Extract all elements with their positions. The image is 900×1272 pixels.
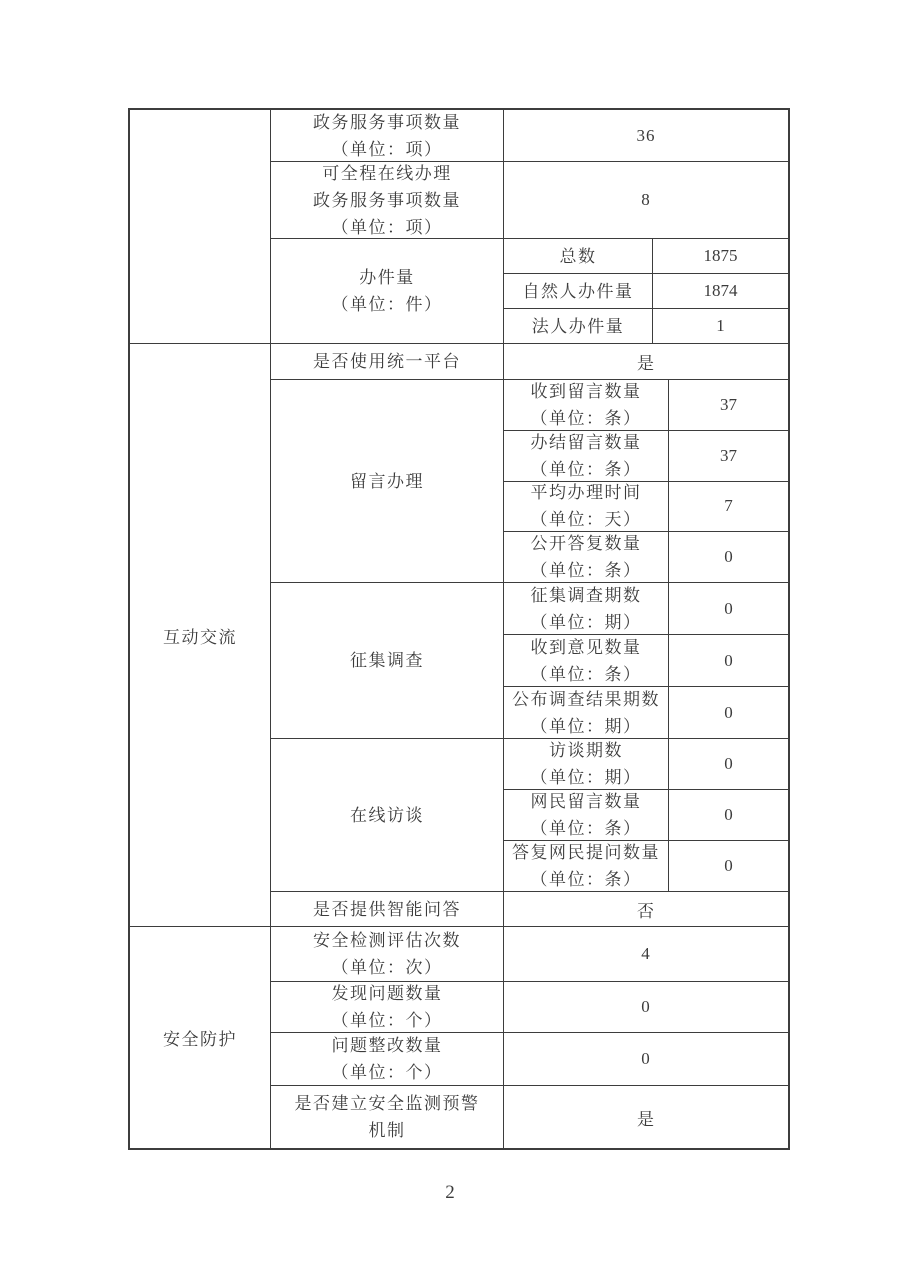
row-value: 36 <box>636 125 656 145</box>
section-security <box>130 926 788 1148</box>
row-label <box>271 982 504 1032</box>
subrow-value: 0 <box>724 805 733 824</box>
table-subrow <box>504 686 788 738</box>
label-line: 征集调查 <box>350 651 424 670</box>
subrow-value: 0 <box>724 547 733 567</box>
table-subrow <box>504 239 788 273</box>
row-label <box>271 583 504 738</box>
subrow-label <box>504 583 669 634</box>
subrow-value: 1 <box>716 316 725 335</box>
label-line: 办件量 <box>359 268 415 287</box>
label-line: （单位：条） <box>530 408 642 428</box>
row-value: 4 <box>641 944 651 963</box>
section-body <box>271 927 788 1148</box>
subrow-label <box>504 687 669 738</box>
subrow-value: 0 <box>724 754 733 773</box>
subrow-group <box>504 380 788 582</box>
label-line: 平均办理时间 <box>530 483 642 503</box>
table-subrow <box>504 583 788 634</box>
section-body <box>271 110 788 343</box>
label-line: 征集调查期数 <box>530 585 642 605</box>
label-line: （单位：天） <box>530 510 642 530</box>
label-line: （单位：条） <box>530 819 642 838</box>
label-line: 自然人办件量 <box>522 281 634 301</box>
table-row <box>271 981 788 1032</box>
label-line: 是否提供智能问答 <box>313 899 461 919</box>
label-line: （单位：项） <box>331 217 443 237</box>
label-line: 在线访谈 <box>350 805 424 825</box>
label-line: 可全程在线办理 <box>322 163 452 183</box>
section-header-cell: 互动交流 <box>130 344 271 926</box>
row-label <box>271 162 504 238</box>
label-line: 是否建立安全监测预警 <box>294 1094 480 1113</box>
subrow-value: 37 <box>720 394 737 414</box>
row-label <box>271 739 504 891</box>
page-number: 2 <box>445 1182 455 1203</box>
label-line: 是否使用统一平台 <box>313 352 461 371</box>
row-value: 否 <box>637 901 655 921</box>
subrow-value: 0 <box>724 650 733 670</box>
table-subrow <box>504 531 788 582</box>
row-value: 是 <box>637 354 655 373</box>
label-line: 收到留言数量 <box>530 381 642 401</box>
label-line: 收到意见数量 <box>530 637 642 657</box>
row-value: 是 <box>637 1109 655 1129</box>
table-subrow <box>504 308 788 343</box>
table-subrow <box>504 739 788 789</box>
label-line: 机制 <box>368 1121 406 1140</box>
label-line: 网民留言数量 <box>530 792 642 811</box>
table-subrow <box>504 481 788 532</box>
label-line: （单位：条） <box>530 664 642 684</box>
subrow-label <box>504 239 653 273</box>
row-label <box>271 344 504 379</box>
row-value: 0 <box>641 1049 651 1068</box>
row-label <box>271 892 504 926</box>
subrow-label <box>504 790 669 840</box>
row-label <box>271 110 504 161</box>
subrow-label <box>504 532 669 582</box>
table-row <box>271 927 788 981</box>
section-header-cell: 安全防护 <box>130 927 271 1148</box>
table-row <box>271 110 788 161</box>
table-subrow <box>504 634 788 686</box>
table-row-group <box>271 582 788 738</box>
subrow-label <box>504 635 669 686</box>
table-row-group <box>271 379 788 582</box>
subrow-value: 37 <box>720 445 737 465</box>
row-label <box>271 380 504 582</box>
section-interaction <box>130 343 788 926</box>
label-line: 访谈期数 <box>549 741 623 760</box>
statistics-table <box>128 108 790 1150</box>
subrow-value: 7 <box>724 496 733 516</box>
subrow-value: 0 <box>724 598 733 618</box>
label-line: （单位：项） <box>331 139 443 159</box>
label-line: （单位：件） <box>331 295 443 314</box>
label-line: （单位：期） <box>530 716 642 736</box>
table-row <box>271 161 788 238</box>
table-row-group <box>271 738 788 891</box>
label-line: （单位：期） <box>530 768 642 787</box>
table-subrow <box>504 840 788 891</box>
label-line: 政务服务事项数量 <box>313 190 461 210</box>
section-services <box>130 110 788 343</box>
subrow-label <box>504 482 669 532</box>
row-label <box>271 1086 504 1148</box>
label-line: （单位：个） <box>331 1011 443 1030</box>
table-row <box>271 1085 788 1148</box>
label-line: （单位：个） <box>331 1063 443 1082</box>
table-row <box>271 891 788 926</box>
subrow-value: 0 <box>724 856 733 875</box>
subrow-label <box>504 274 653 308</box>
table-subrow <box>504 789 788 840</box>
label-line: 留言办理 <box>350 471 424 491</box>
label-line: （单位：期） <box>530 612 642 632</box>
row-value: 8 <box>641 190 651 209</box>
label-line: 总数 <box>559 246 597 266</box>
label-line: 问题整改数量 <box>331 1036 443 1055</box>
label-line: 政务服务事项数量 <box>313 112 461 132</box>
section-header-cell <box>130 110 271 343</box>
subrow-group <box>504 239 788 343</box>
subrow-value: 1874 <box>703 281 738 300</box>
subrow-label <box>504 739 669 789</box>
label-line: 安全检测评估次数 <box>313 931 461 950</box>
label-line: 发现问题数量 <box>331 984 443 1003</box>
subrow-group <box>504 583 788 738</box>
label-line: 答复网民提问数量 <box>512 843 660 862</box>
label-line: 公开答复数量 <box>530 534 642 554</box>
table-row <box>271 344 788 379</box>
subrow-label <box>504 841 669 891</box>
row-label <box>271 1033 504 1085</box>
subrow-value: 1875 <box>703 246 738 265</box>
label-line: 办结留言数量 <box>530 432 642 452</box>
row-label <box>271 927 504 981</box>
section-body <box>271 344 788 926</box>
table-subrow <box>504 380 788 430</box>
subrow-label <box>504 431 669 481</box>
label-line: （单位：条） <box>530 459 642 479</box>
row-value: 0 <box>641 997 651 1016</box>
label-line: （单位：次） <box>331 958 443 977</box>
subrow-group <box>504 739 788 891</box>
subrow-label <box>504 380 669 430</box>
label-line: 法人办件量 <box>531 316 625 336</box>
row-label <box>271 239 504 343</box>
subrow-value: 0 <box>724 702 733 722</box>
table-row <box>271 1032 788 1085</box>
table-subrow <box>504 273 788 308</box>
table-row-group <box>271 238 788 343</box>
subrow-label <box>504 309 653 343</box>
label-line: 公布调查结果期数 <box>512 689 660 709</box>
label-line: （单位：条） <box>530 561 642 581</box>
label-line: （单位：条） <box>530 870 642 889</box>
table-subrow <box>504 430 788 481</box>
